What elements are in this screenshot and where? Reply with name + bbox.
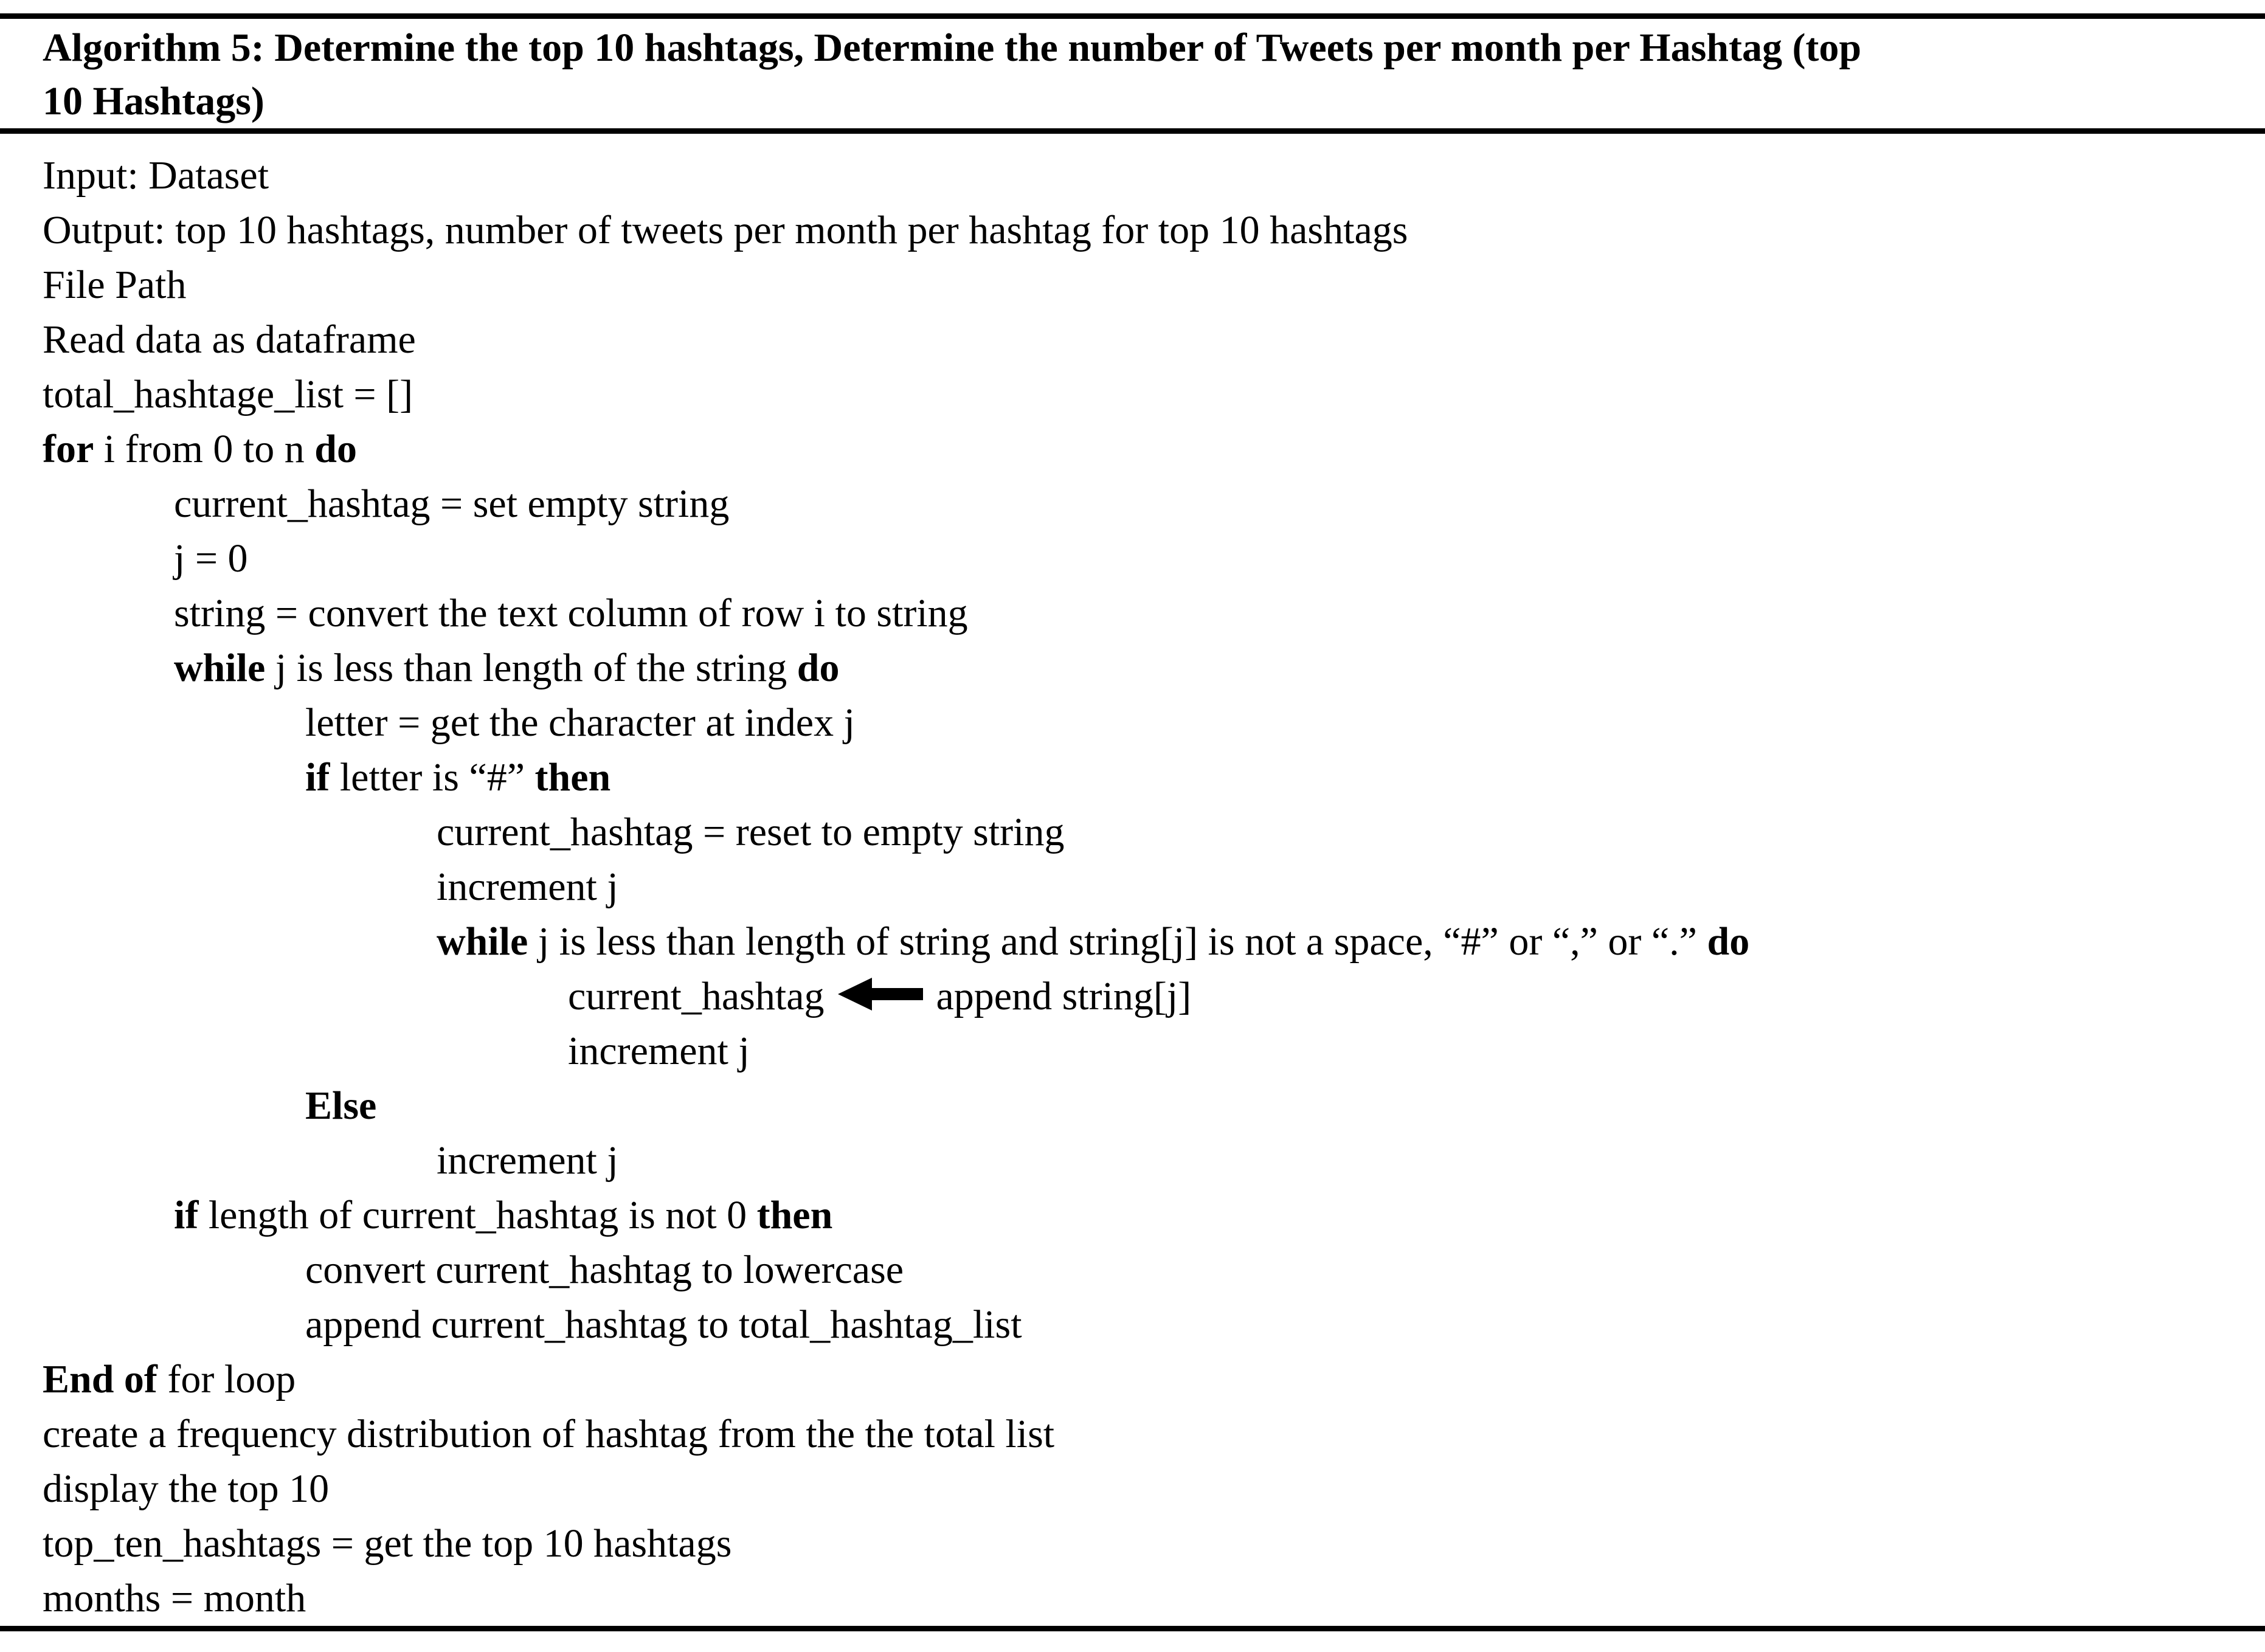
pseudocode-text: create a frequency distribution of hashtag from the the total list (43, 1412, 1055, 1456)
pseudocode-line (0, 641, 2265, 696)
keyword-token: Else (305, 1083, 377, 1128)
pseudocode-text: letter is “#” (330, 755, 535, 800)
pseudocode-line (0, 750, 2265, 805)
pseudocode-line (0, 1352, 2265, 1407)
pseudocode-text: Read data as dataframe (43, 317, 416, 362)
pseudocode-line (0, 531, 2265, 586)
pseudocode-text: convert current_hashtag to lowercase (305, 1248, 904, 1292)
pseudocode-line (0, 203, 2265, 258)
pseudocode-text: display the top 10 (43, 1467, 330, 1511)
pseudocode-line (0, 1516, 2265, 1571)
keyword-token: while (174, 646, 266, 690)
keyword-token: End of (43, 1357, 157, 1401)
pseudocode-text: letter = get the character at index j (305, 700, 855, 745)
header-divider-rule (0, 128, 2265, 134)
pseudocode-text: string = convert the text column of row i to string (174, 591, 968, 635)
pseudocode-line (0, 1079, 2265, 1133)
algorithm-title-line-2: 10 Hashtags) (43, 79, 265, 123)
algorithm-body (0, 134, 2265, 1626)
pseudocode-line (0, 1024, 2265, 1079)
pseudocode-line (0, 696, 2265, 750)
pseudocode-text: Input: Dataset (43, 153, 269, 198)
pseudocode-line (0, 969, 2265, 1024)
algorithm-title-line-1: Algorithm 5: Determine the top 10 hashtags, Determine the number of Tweets per month per Hashtag (top (43, 26, 1862, 70)
pseudocode-text: append string[j] (936, 974, 1192, 1018)
pseudocode-line (0, 1133, 2265, 1188)
keyword-token: for (43, 427, 94, 471)
pseudocode-line (0, 1571, 2265, 1626)
pseudocode-line (0, 1407, 2265, 1462)
pseudocode-line (0, 914, 2265, 969)
pseudocode-line (0, 367, 2265, 422)
pseudocode-text: current_hashtag (568, 974, 825, 1018)
pseudocode-text: for loop (157, 1357, 296, 1401)
keyword-token: do (314, 427, 357, 471)
pseudocode-text: j is less than length of the string (265, 646, 797, 690)
pseudocode-line (0, 422, 2265, 477)
pseudocode-text: j is less than length of string and string[j] is not a space, “#” or “,” or “.” (528, 919, 1707, 964)
pseudocode-text: top_ten_hashtags = get the top 10 hashtags (43, 1521, 732, 1566)
pseudocode-line (0, 313, 2265, 367)
pseudocode-line (0, 1462, 2265, 1516)
top-rule (0, 13, 2265, 19)
pseudocode-line (0, 860, 2265, 914)
pseudocode-text: j = 0 (174, 536, 248, 581)
pseudocode-text: months = month (43, 1576, 306, 1620)
keyword-token: then (534, 755, 611, 800)
pseudocode-line (0, 258, 2265, 313)
pseudocode-text: increment j (568, 1029, 750, 1073)
pseudocode-text: total_hashtage_list = [] (43, 372, 413, 416)
bottom-rule (0, 1626, 2265, 1631)
keyword-token: while (437, 919, 528, 964)
algorithm-title (0, 19, 2265, 128)
pseudocode-text: i from 0 to n (94, 427, 315, 471)
pseudocode-line (0, 1188, 2265, 1243)
pseudocode-text: Output: top 10 hashtags, number of tweets per month per hashtag for top 10 hashtags (43, 208, 1408, 252)
pseudocode-line (0, 586, 2265, 641)
pseudocode-text: length of current_hashtag is not 0 (198, 1193, 757, 1237)
keyword-token: do (1707, 919, 1750, 964)
pseudocode-text: increment j (437, 1138, 618, 1183)
pseudocode-text: current_hashtag = reset to empty string (437, 810, 1065, 854)
pseudocode-line (0, 805, 2265, 860)
pseudocode-line (0, 477, 2265, 531)
pseudocode-line (0, 1298, 2265, 1352)
keyword-token: do (797, 646, 840, 690)
pseudocode-text: append current_hashtag to total_hashtag_list (305, 1302, 1022, 1347)
pseudocode-line (0, 148, 2265, 203)
keyword-token: if (305, 755, 330, 800)
pseudocode-text: current_hashtag = set empty string (174, 482, 730, 526)
pseudocode-text: increment j (437, 865, 618, 909)
left-arrow-icon (838, 976, 923, 1012)
pseudocode-line (0, 1243, 2265, 1298)
pseudocode-text: File Path (43, 263, 187, 307)
keyword-token: if (174, 1193, 199, 1237)
keyword-token: then (756, 1193, 833, 1237)
